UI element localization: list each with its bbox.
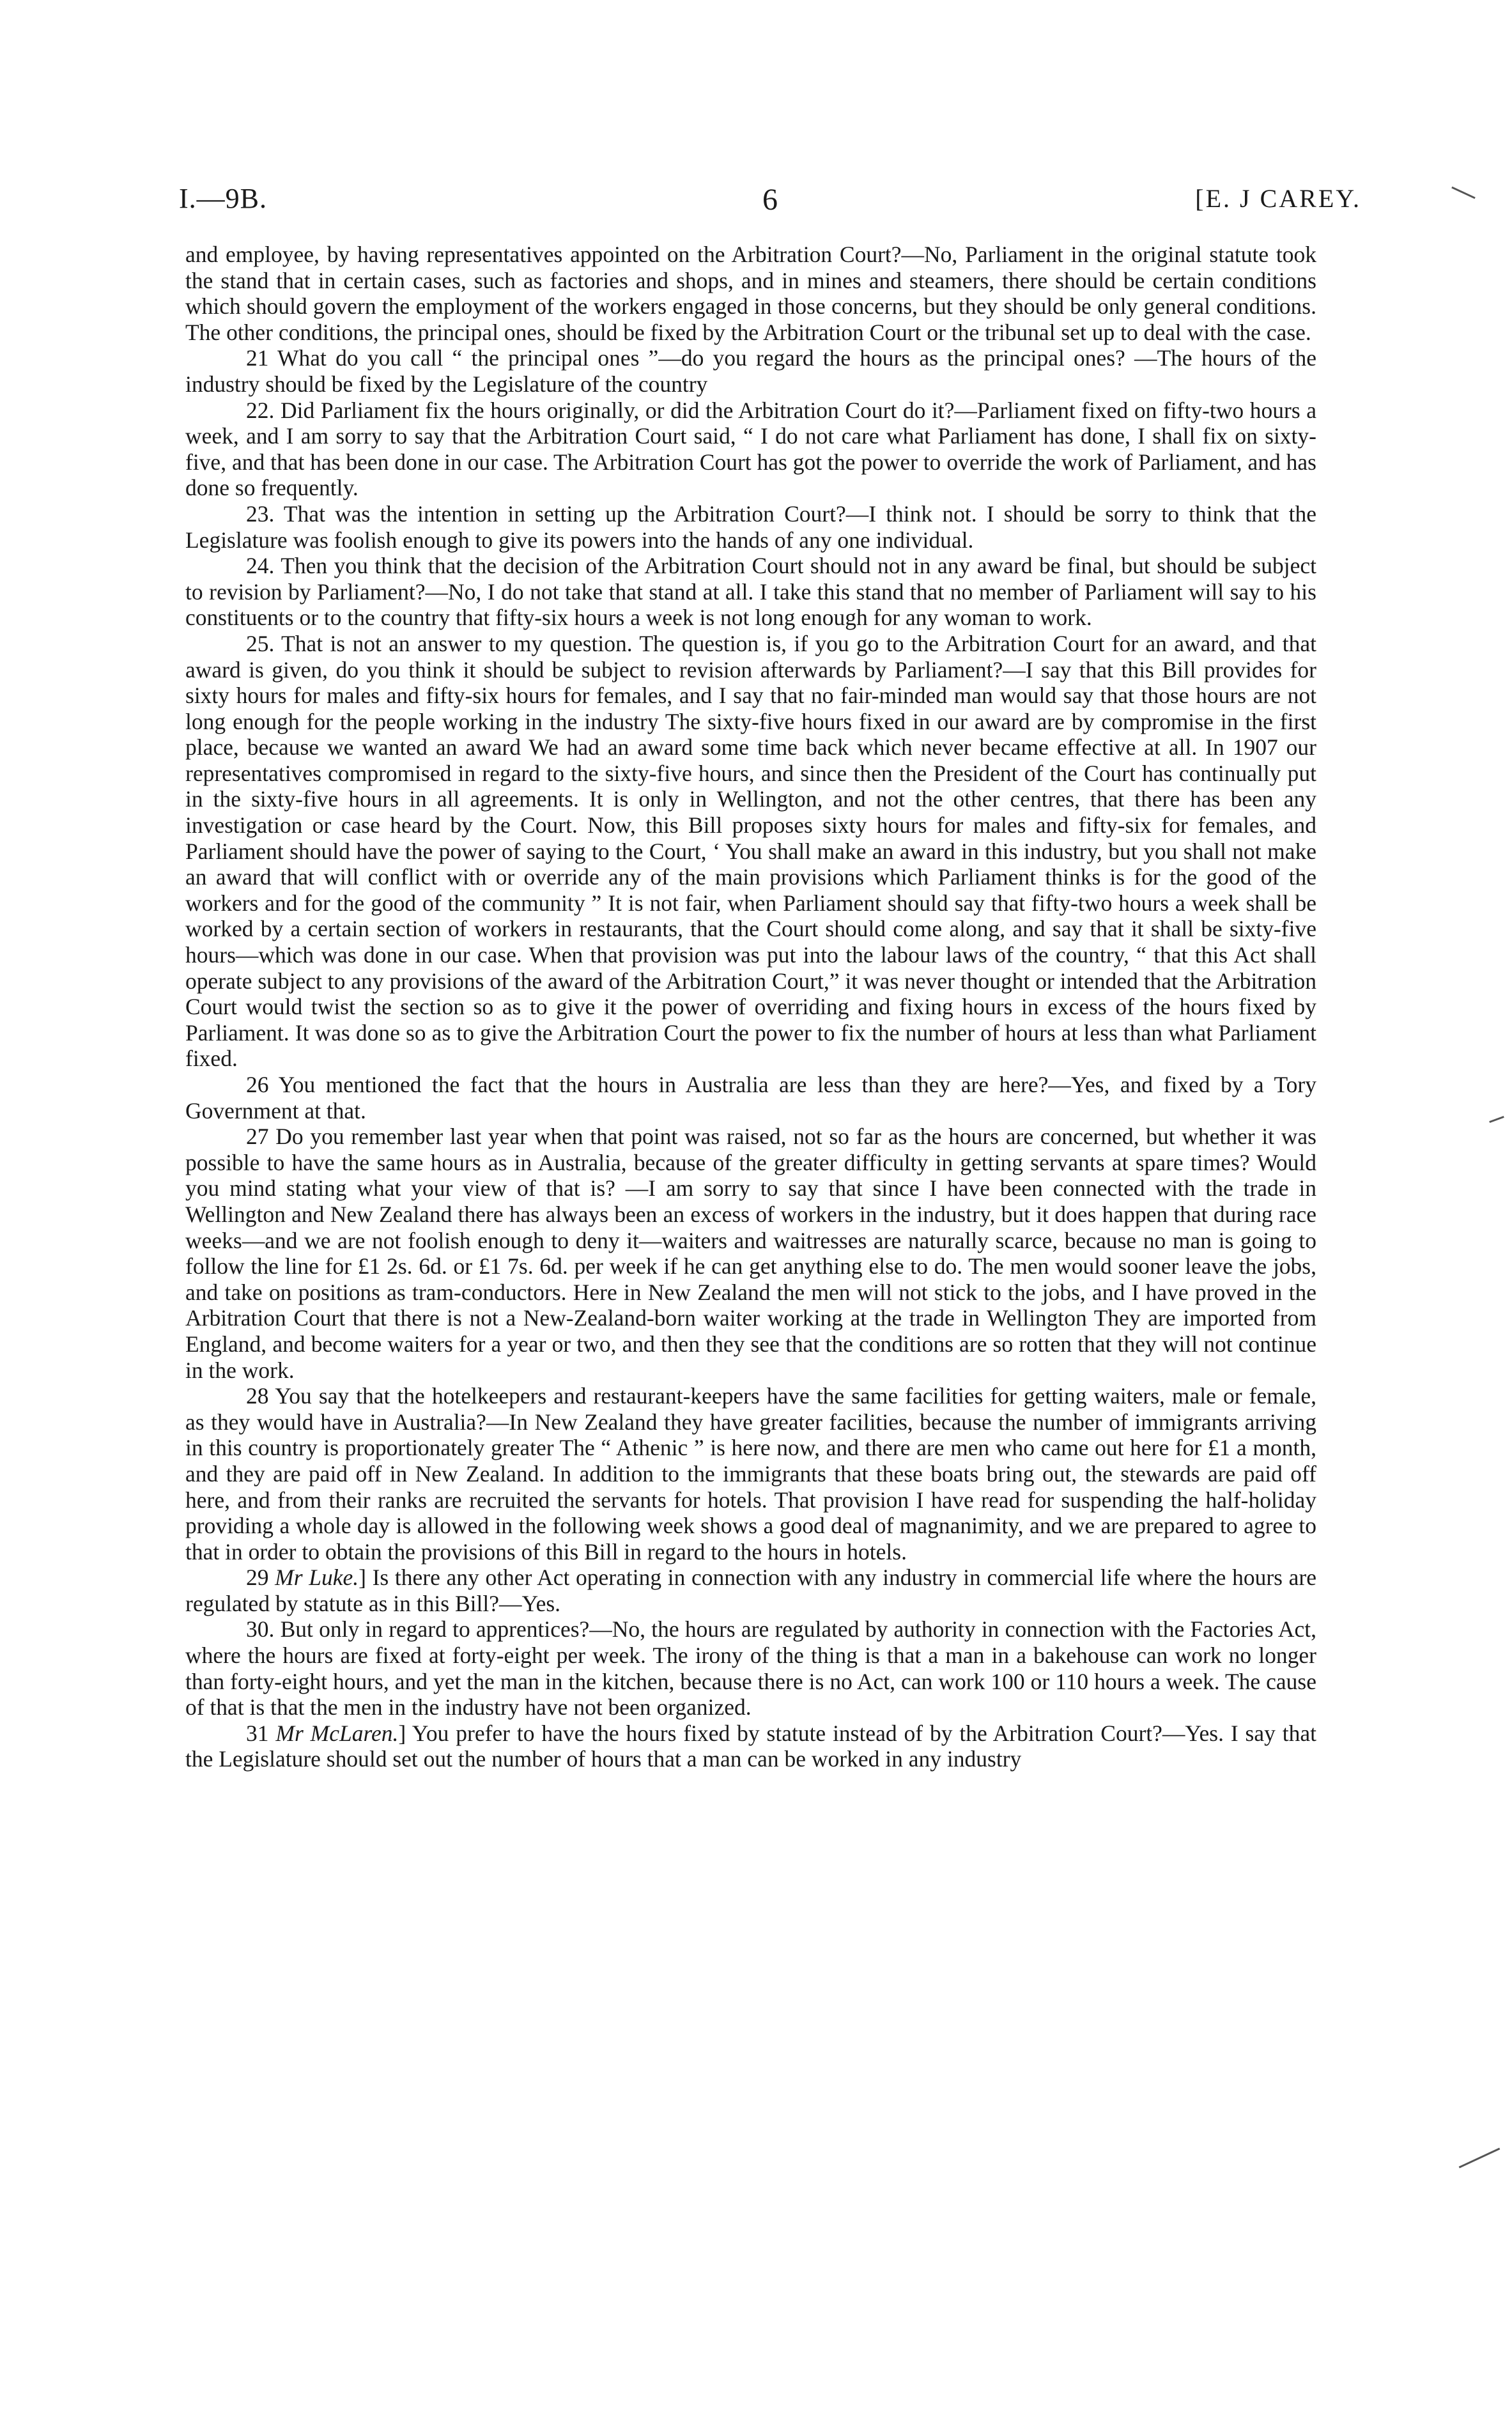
question-25: 25. That is not an answer to my question. The question is, if you go to the Arbitration Court for an award, and that award is given, do you think it should be subject to revision afterwards by Parliament?—I say that this Bill provides for sixty hours for males and fifty-six hours for females, and I say that no fair-minded man would say that those hours are not long enough for the people working in the industry The sixty-five hours fixed in our award are by compromise in the first place, because we wanted an award We had an award some time back which never became effective at all. In 1907 our representatives compromised in regard to the sixty-five hours, and since then the President of the Court has continually put in the sixty-five hours in all agreements. It is only in Wellington, and not the other centres, that there has been any investigation or case heard by the Court. Now, this Bill proposes sixty hours for males and fifty-six for females, and Parliament should have the power of saying to the Court, ‘ You shall make an award in this industry, but you shall not make an award that will conflict with or override any of the main provisions which Parliament thinks is for the good of the workers and for the good of the community ” It is not fair, when Parliament should say that fifty-two hours a week shall be worked by a certain section of workers in restaurants, that the Court should come along, and say that it shall be sixty-five hours—which was done in our case. When that provision was put into the labour laws of the country, “ that this Act shall operate subject to any provisions of the award of the Arbitration Court,” it was never thought or intended that the Arbitration Court would twist the section so as to give it the power of overriding and fixing hours in excess of the hours fixed by Parliament. It was done so as to give the Arbitration Court the power to fix the number of hours at less than what Parliament fixed.	[185, 630, 1316, 1072]
margin-mark-bottom	[1459, 2147, 1500, 2168]
question-21: 21 What do you call “ the principal ones ”—do you regard the hours as the principal ones? —The hours of the industry should be fixed by the Legislature of the country	[185, 345, 1316, 397]
question-22: 22. Did Parliament fix the hours originally, or did the Arbitration Court do it?—Parliament fixed on fifty-two hours a week, and I am sorry to say that the Arbitration Court said, “ I do not care what Parliament has done, I shall fix on sixty-five, and that has been done in our case. The Arbitration Court has got the power to override the work of Parliament, and has done so frequently.	[185, 397, 1316, 501]
question-31	[185, 1720, 1316, 1772]
question-text: ] You prefer to have the hours fixed by statute instead of by the Arbitration Court?—Yes. I say that the Legislature should set out the number of hours that a man can be worked in any industry	[185, 1720, 1316, 1772]
question-number: 29	[246, 1565, 275, 1591]
question-28: 28 You say that the hotelkeepers and restaurant-keepers have the same facilities for getting waiters, male or female, as they would have in Australia?—In New Zealand they have greater facilities, because the number of immigrants arriving in this country is proportionately greater The “ Athenic ” is here now, and there are men who came out here for £1 a month, and they are paid off in New Zealand. In addition to the immigrants that these boats bring out, the stewards are paid off here, and from their ranks are recruited the servants for hotels. That provision I have read for suspending the half-holiday providing a whole day is allowed in the following week shows a good deal of magnanimity, and we are prepared to agree to that in order to obtain the provisions of this Bill in regard to the hours in hotels.	[185, 1383, 1316, 1565]
question-23: 23. That was the intention in setting up the Arbitration Court?—I think not. I should be sorry to think that the Legislature was foolish enough to give its powers into the hands of any one individual.	[185, 500, 1316, 553]
question-text: ] Is there any other Act operating in connection with any industry in commercial life where the hours are regulated by statute as in this Bill?—Yes.	[185, 1565, 1316, 1616]
question-27: 27 Do you remember last year when that point was raised, not so far as the hours are concerned, but whether it was possible to have the same hours as in Australia, because of the greater difficulty in getting servants at spare times? Would you mind stating what your view of that is? —I am sorry to say that since I have been connected with the trade in Wellington and New Zealand there has always been an excess of workers in the industry, but it does happen that during race weeks—and we are not foolish enough to deny it—waiters and waitresses are naturally scarce, because no man is going to follow the line for £1 2s. 6d. or £1 7s. 6d. per week if he can get anything else to do. The men would sooner leave the jobs, and take on positions as tram-conductors. Here in New Zealand the men will not stick to the jobs, and I have proved in the Arbitration Court that there is not a New-Zealand-born waiter working at the trade in Wellington They are imported from England, and become waiters for a year or two, and then they see that the conditions are so rotten that they will not continue in the work.	[185, 1124, 1316, 1383]
witness-name: [E. J CAREY.	[1195, 184, 1361, 213]
question-24: 24. Then you think that the decision of the Arbitration Court should not in any award be final, but should be subject to revision by Parliament?—No, I do not take that stand at all. I take this stand that no member of Parliament will say to his constituents or to the country that fifty-six hours a week is not long enough for any woman to work.	[185, 553, 1316, 631]
continuation-paragraph: and employee, by having representatives appointed on the Arbitration Court?—No, Parliament in the original statute took the stand that in certain cases, such as factories and shops, and in mines and steamers, there should be certain conditions which should govern the employment of the workers engaged in those concerns, but they should be only general conditions. The other conditions, the principal ones, should be fixed by the Arbitration Court or the tribunal set up to deal with the case.	[185, 242, 1316, 345]
margin-mark-middle	[1489, 1116, 1504, 1123]
margin-mark-top	[1451, 187, 1476, 199]
question-26: 26 You mentioned the fact that the hours in Australia are less than they are here?—Yes, and fixed by a Tory Government at that.	[185, 1072, 1316, 1124]
page-header	[179, 182, 1361, 220]
speaker-name: Mr McLaren.	[275, 1720, 399, 1746]
question-30: 30. But only in regard to apprentices?—No, the hours are regulated by authority in connection with the Factories Act, where the hours are fixed at forty-eight per week. The irony of the thing is that a man in a bakehouse can work no longer than forty-eight hours, and yet the man in the kitchen, because there is no Act, can work 100 or 110 hours a week. The cause of that is that the men in the industry have not been organized.	[185, 1616, 1316, 1720]
page-number: 6	[762, 183, 778, 217]
question-29	[185, 1565, 1316, 1616]
speaker-name: Mr Luke.	[275, 1565, 359, 1591]
question-number: 31	[246, 1720, 276, 1746]
evidence-body	[185, 242, 1316, 1772]
document-reference: I.—9B.	[179, 183, 267, 214]
